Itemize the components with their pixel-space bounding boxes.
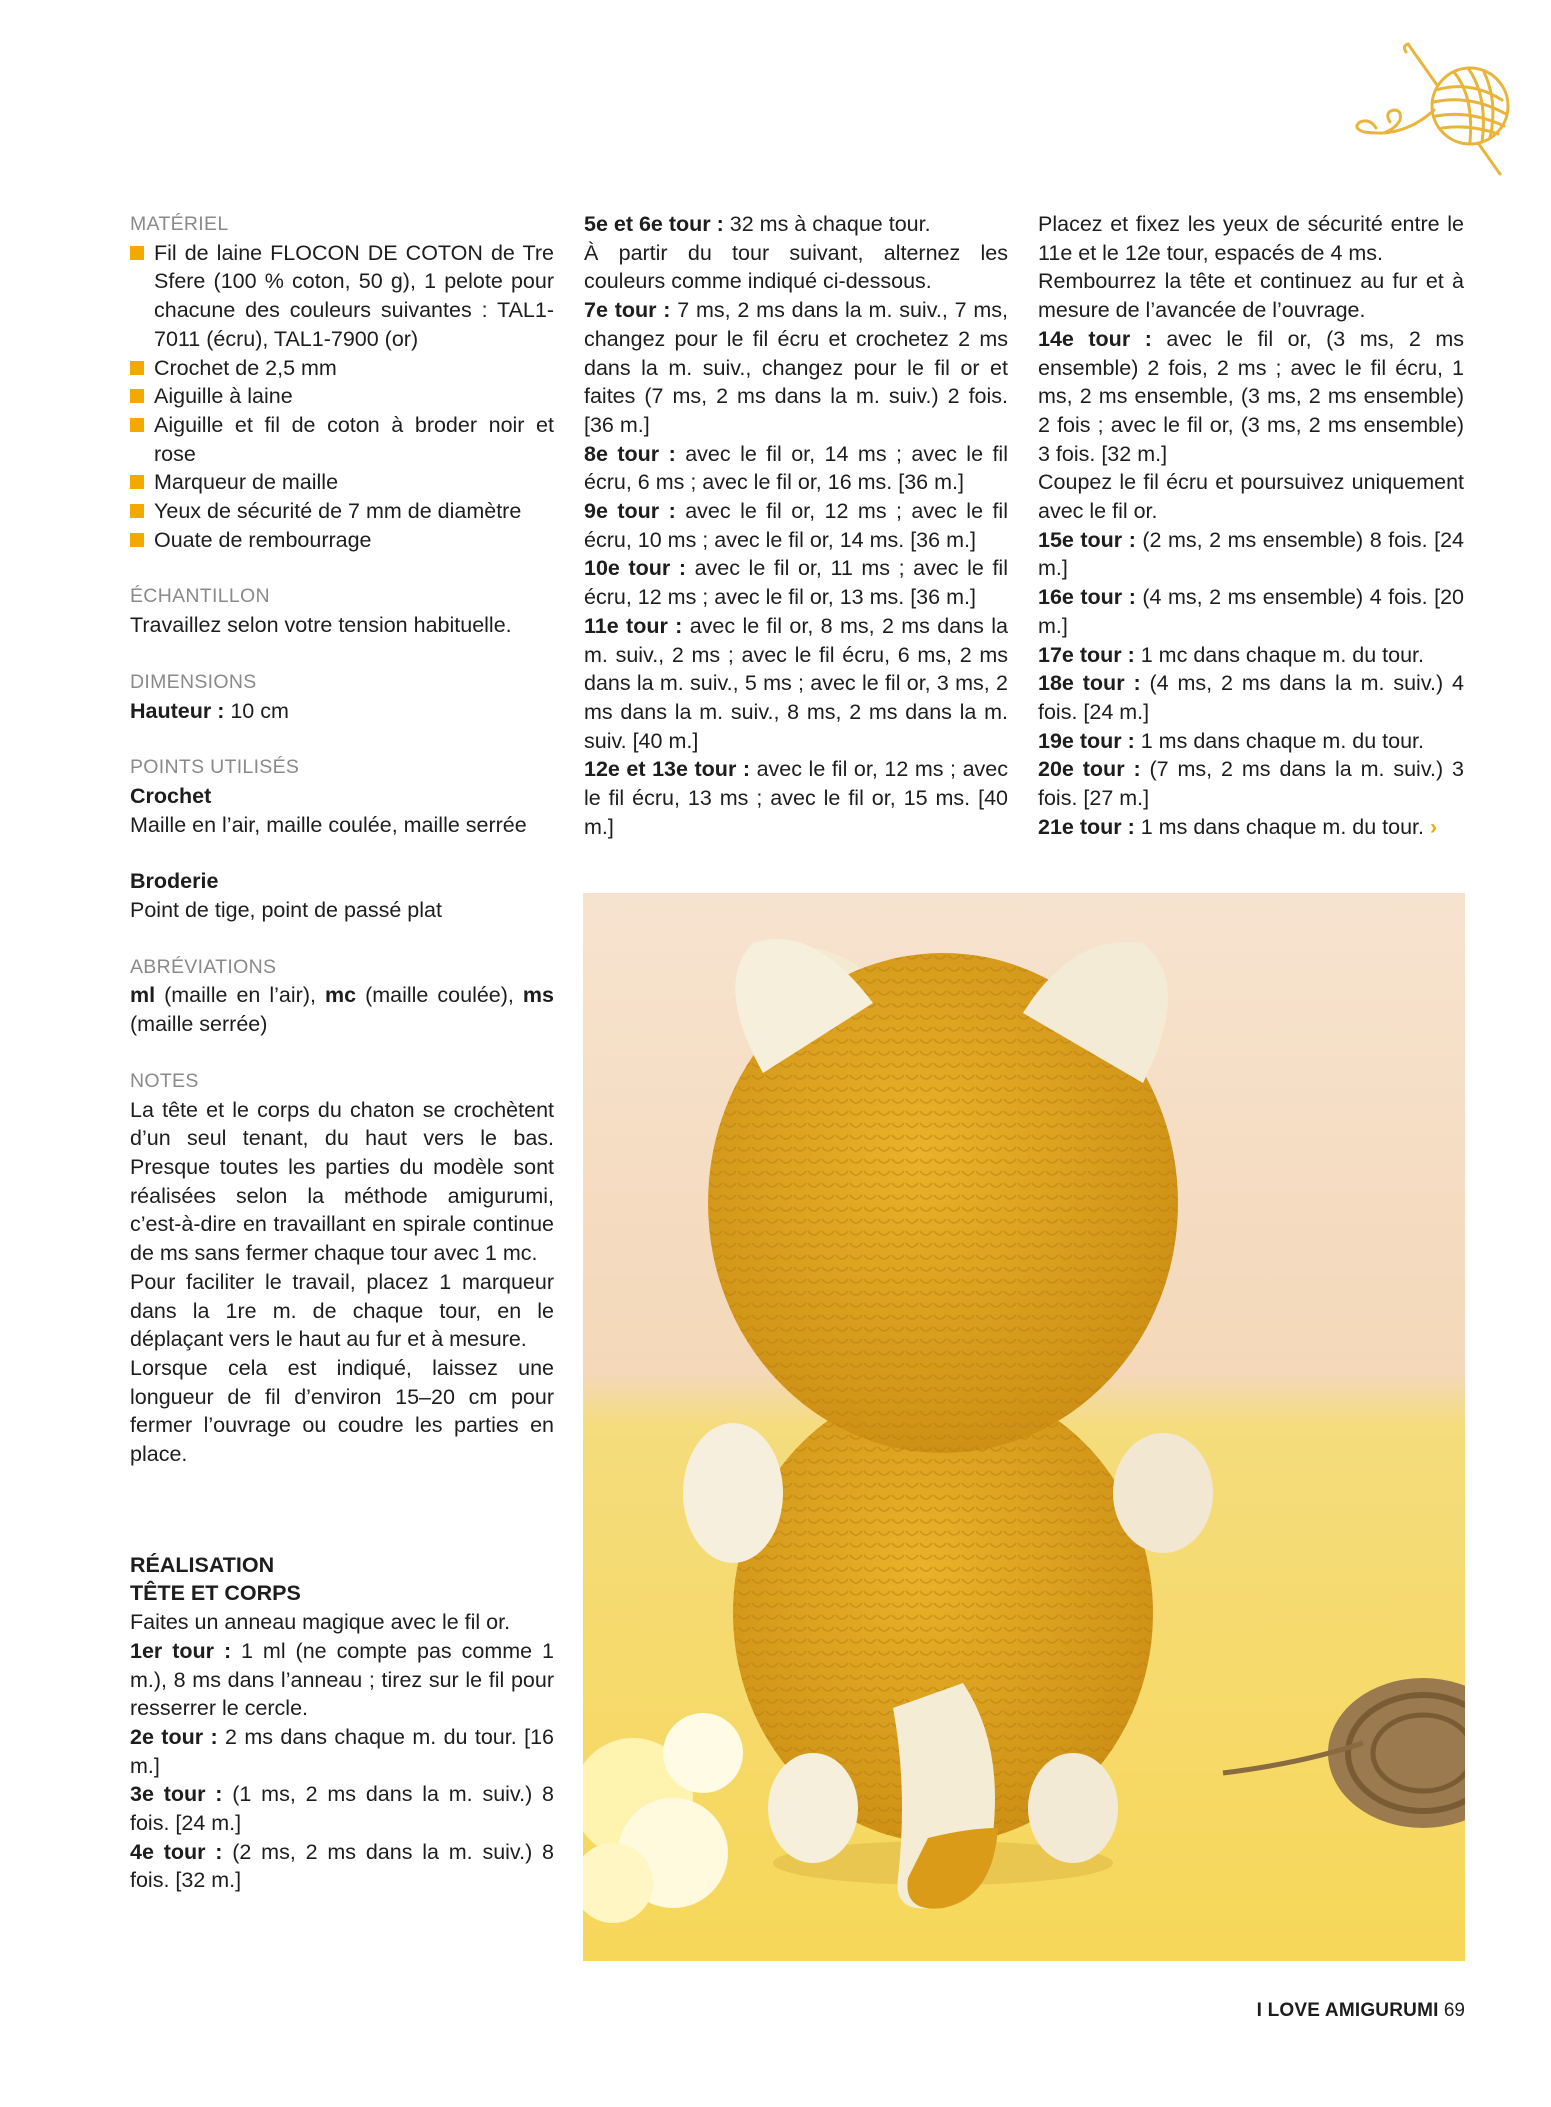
- crochet-label: Crochet: [130, 783, 212, 808]
- points-heading: POINTS UTILISÉS: [130, 756, 300, 779]
- column-right: [1038, 210, 1464, 841]
- broderie-text: Point de tige, point de passé plat: [130, 898, 442, 923]
- round-entry: 4e tour : (2 ms, 2 ms dans la m. suiv.) 8 fois. [32 m.]: [130, 1839, 554, 1893]
- round-entry: Placez et fixez les yeux de sécurité entre le 11e et le 12e tour, espacés de 4 ms.: [1038, 212, 1464, 265]
- materiel-item: Crochet de 2,5 mm: [130, 354, 554, 383]
- notes-heading: NOTES: [130, 1069, 199, 1092]
- kitten-photo: [583, 893, 1465, 1961]
- page-number: 69: [1443, 2000, 1465, 2021]
- realisation-intro: Faites un anneau magique avec le fil or.: [130, 1610, 511, 1635]
- abreviations-text: ml (maille en l’air), mc (maille coulée), ms (maille serrée): [130, 983, 554, 1037]
- round-entry: 18e tour : (4 ms, 2 ms dans la m. suiv.) 4 fois. [24 m.]: [1038, 671, 1464, 724]
- square-bullet-icon: [130, 475, 144, 489]
- square-bullet-icon: [130, 361, 144, 375]
- notes-paragraph: Lorsque cela est indiqué, laissez une longueur de fil d’environ 15–20 cm pour fermer l’ouvrage ou coudre les parties en place.: [130, 1355, 554, 1467]
- round-entry: 3e tour : (1 ms, 2 ms dans la m. suiv.) 8 fois. [24 m.]: [130, 1782, 554, 1836]
- abreviations-heading: ABRÉVIATIONS: [130, 955, 277, 978]
- round-entry: 1er tour : 1 ml (ne compte pas comme 1 m.), 8 ms dans l’anneau ; tirez sur le fil pour resserrer le cercle.: [130, 1638, 554, 1721]
- page-footer: [1180, 2000, 1465, 2022]
- round-entry: 10e tour : avec le fil or, 11 ms ; avec le fil écru, 12 ms ; avec le fil or, 13 ms. [36 m.]: [584, 556, 1008, 610]
- square-bullet-icon: [130, 389, 144, 403]
- round-entry: 17e tour : 1 mc dans chaque m. du tour.: [1038, 642, 1425, 667]
- round-entry: 14e tour : avec le fil or, (3 ms, 2 ms ensemble) 2 fois, 2 ms ; avec le fil écru, 1 ms, 2 ms ensemble, (3 ms, 2 ms ensemble) 2 fois ; avec le fil or, (3 ms, 2 ms ensemble) 3 fois. [32 m.]: [1038, 326, 1464, 466]
- chevron-right-icon: ›: [1429, 814, 1438, 839]
- materiel-item: Fil de laine FLOCON DE COTON de Tre Sfere (100 % coton, 50 g), 1 pelote pour chacune des couleurs suivantes : TAL1-7011 (écru), TAL1-7900 (or): [130, 239, 554, 354]
- broderie-label: Broderie: [130, 869, 219, 894]
- crochet-text: Maille en l’air, maille coulée, maille serrée: [130, 812, 527, 837]
- round-entry: 12e et 13e tour : avec le fil or, 12 ms ; avec le fil écru, 13 ms ; avec le fil or, 15 ms. [40 m.]: [584, 757, 1008, 839]
- magazine-name: I LOVE AMIGURUMI: [1256, 2000, 1439, 2021]
- round-entry: Coupez le fil écru et poursuivez uniquement avec le fil or.: [1038, 470, 1464, 524]
- materiel-item: Marqueur de maille: [130, 468, 554, 497]
- dimensions-heading: DIMENSIONS: [130, 670, 257, 693]
- materiel-heading: MATÉRIEL: [130, 213, 229, 235]
- dimensions-line: Hauteur : 10 cm: [130, 698, 289, 723]
- round-entry: 2e tour : 2 ms dans chaque m. du tour. [16 m.]: [130, 1724, 554, 1778]
- round-entry: 11e tour : avec le fil or, 8 ms, 2 ms dans la m. suiv., 2 ms ; avec le fil écru, 6 ms, 2 ms dans la m. suiv., 5 ms ; avec le fil or, 3 ms, 2 ms dans la m. suiv., 8 ms, 2 ms dans la m. suiv. [40 m.]: [584, 613, 1008, 753]
- square-bullet-icon: [130, 418, 144, 432]
- round-entry: 15e tour : (2 ms, 2 ms ensemble) 8 fois. [24 m.]: [1038, 527, 1464, 581]
- notes-paragraph: La tête et le corps du chaton se crochètent d’un seul tenant, du haut vers le bas. Presque toutes les parties du modèle sont réalisées selon la méthode amigurumi, c’est-à-dire en travaillant en spirale continue de ms sans fermer chaque tour avec 1 mc.: [130, 1097, 554, 1266]
- round-entry: 20e tour : (7 ms, 2 ms dans la m. suiv.) 3 fois. [27 m.]: [1038, 757, 1464, 811]
- square-bullet-icon: [130, 246, 144, 260]
- round-entry: 16e tour : (4 ms, 2 ms ensemble) 4 fois. [20 m.]: [1038, 585, 1464, 638]
- materiel-item: Ouate de rembourrage: [130, 526, 554, 555]
- round-entry: 5e et 6e tour : 32 ms à chaque tour.: [584, 212, 931, 236]
- tete-corps-subtitle: TÊTE ET CORPS: [130, 1581, 301, 1606]
- echantillon-heading: ÉCHANTILLON: [130, 585, 270, 608]
- echantillon-text: Travaillez selon votre tension habituelle.: [130, 613, 512, 638]
- round-entry: 19e tour : 1 ms dans chaque m. du tour.: [1038, 728, 1425, 753]
- round-entry: 8e tour : avec le fil or, 14 ms ; avec le fil écru, 6 ms ; avec le fil or, 16 ms. [36 m.]: [584, 441, 1008, 495]
- round-entry: À partir du tour suivant, alternez les couleurs comme indiqué ci-dessous.: [584, 240, 1008, 294]
- column-left: [130, 210, 554, 1895]
- square-bullet-icon: [130, 504, 144, 518]
- round-entry: 9e tour : avec le fil or, 12 ms ; avec le fil écru, 10 ms ; avec le fil or, 14 ms. [36 m.]: [584, 499, 1008, 552]
- round-entry: Rembourrez la tête et continuez au fur et à mesure de l’avancée de l’ouvrage.: [1038, 269, 1464, 323]
- round-entry: 7e tour : 7 ms, 2 ms dans la m. suiv., 7 ms, changez pour le fil écru et crochetez 2 ms dans la m. suiv., changez pour le fil or et faites (7 ms, 2 ms dans la m. suiv.) 2 fois. [36 m.]: [584, 298, 1008, 437]
- yarn-ball-hook-icon: [1350, 40, 1520, 180]
- materiel-item: Yeux de sécurité de 7 mm de diamètre: [130, 497, 554, 526]
- materiel-item: Aiguille et fil de coton à broder noir et rose: [130, 411, 554, 468]
- square-bullet-icon: [130, 533, 144, 547]
- notes-paragraph: Pour faciliter le travail, placez 1 marqueur dans la 1re m. de chaque tour, en le déplaçant vers le haut au fur et à mesure.: [130, 1269, 554, 1352]
- round-entry: 21e tour : 1 ms dans chaque m. du tour. ›: [1038, 814, 1438, 839]
- realisation-title: RÉALISATION: [130, 1552, 275, 1577]
- column-middle: [584, 210, 1008, 841]
- materiel-item: Aiguille à laine: [130, 382, 554, 411]
